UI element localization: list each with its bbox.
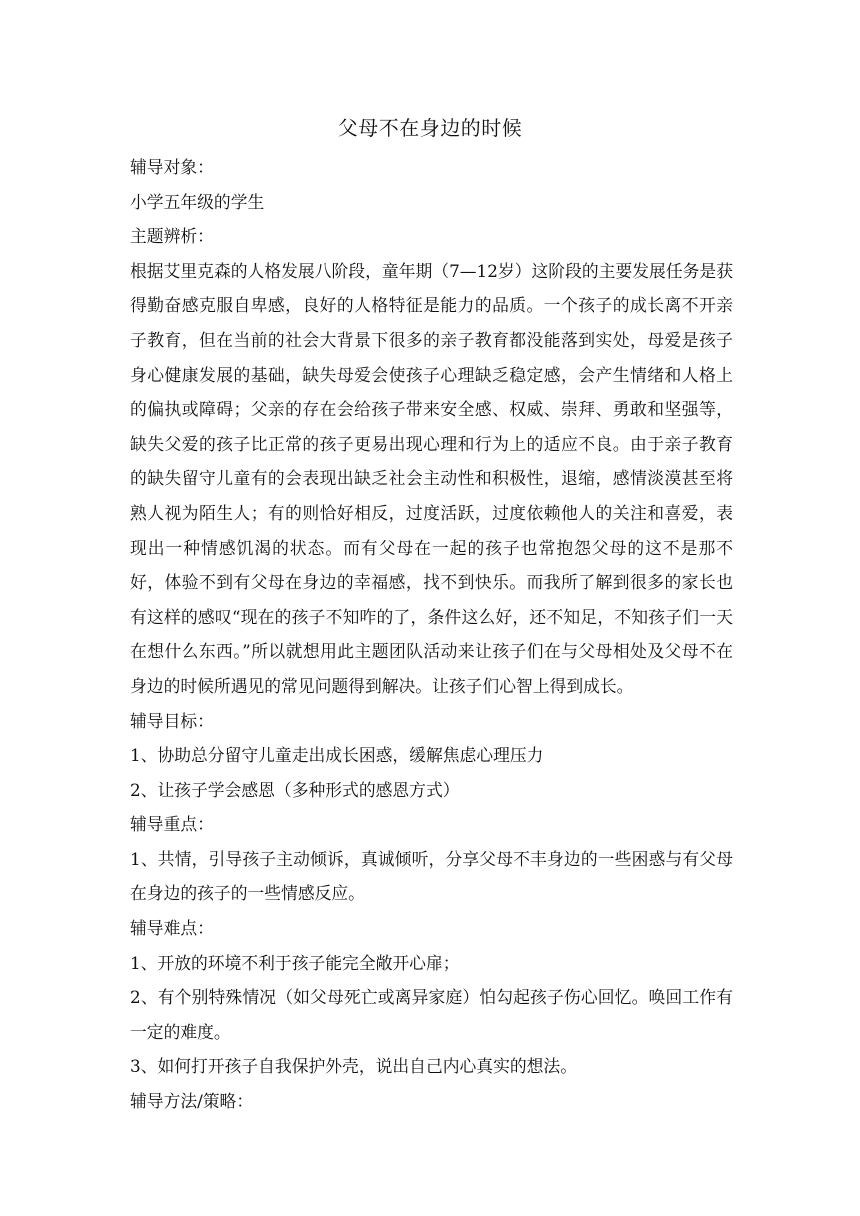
- document-body: [130, 150, 733, 1119]
- focus-item: 1、共情，引导孩子主动倾诉，真诚倾听，分享父母不丰身边的一些困惑与有父母在身边的孩子的一些情感反应。: [130, 848, 733, 904]
- section-heading-difficulties: 辅导难点：: [130, 918, 214, 939]
- difficulty-item: 1、开放的环境不利于孩子能完全敞开心扉；: [130, 952, 460, 973]
- section-heading-analysis: 主题辨析：: [130, 226, 214, 247]
- analysis-paragraph: 根据艾里克森的人格发展八阶段，童年期（7—12岁）这阶段的主要发展任务是获得勤奋感克服自卑感，良好的人格特征是能力的品质。一个孩子的成长离不开亲子教育，但在当前的社会大背景下很多的亲子教育都没能落到实处，母爱是孩子身心健康发展的基础，缺失母爱会使孩子心理缺乏稳定感，会产生情绪和人格上的偏执或障碍；父亲的存在会给孩子带来安全感、权威、崇拜、勇敢和坚强等，缺失父爱的孩子比正常的孩子更易出现心理和行为上的适应不良。由于亲子教育的缺失留守儿童有的会表现出缺乏社会主动性和积极性，退缩，感情淡漠甚至将熟人视为陌生人；有的则恰好相反，过度活跃，过度依赖他人的关注和喜爱，表现出一种情感饥渴的状态。而有父母在一起的孩子也常抱怨父母的这不是那不好，体验不到有父母在身边的幸福感，找不到快乐。而我所了解到很多的家长也有这样的感叹“现在的孩子不知咋的了，条件这么好，还不知足，不知孩子们一天在想什么东西。”所以就想用此主题团队活动来让孩子们在与父母相处及父母不在身边的时候所遇见的常见问题得到解决。让孩子们心智上得到成长。: [130, 260, 733, 696]
- document-title: 父母不在身边的时候: [337, 116, 523, 140]
- target-text: 小学五年级的学生: [130, 191, 265, 212]
- goal-item: 2、让孩子学会感恩（多种形式的感恩方式）: [130, 779, 460, 800]
- goal-item: 1、协助总分留守儿童走出成长困惑，缓解焦虑心理压力: [130, 745, 544, 766]
- section-heading-goals: 辅导目标：: [130, 710, 214, 731]
- section-heading-target: 辅导对象：: [130, 157, 214, 177]
- section-heading-focus: 辅导重点：: [130, 814, 214, 835]
- difficulty-item: 2、有个别特殊情况（如父母死亡或离异家庭）怕勾起孩子伤心回忆。唤回工作有一定的难度。: [130, 987, 733, 1042]
- difficulty-item: 3、如何打开孩子自我保护外壳，说出自己内心真实的想法。: [130, 1056, 577, 1077]
- section-heading-methods: 辅导方法/策略：: [130, 1091, 254, 1112]
